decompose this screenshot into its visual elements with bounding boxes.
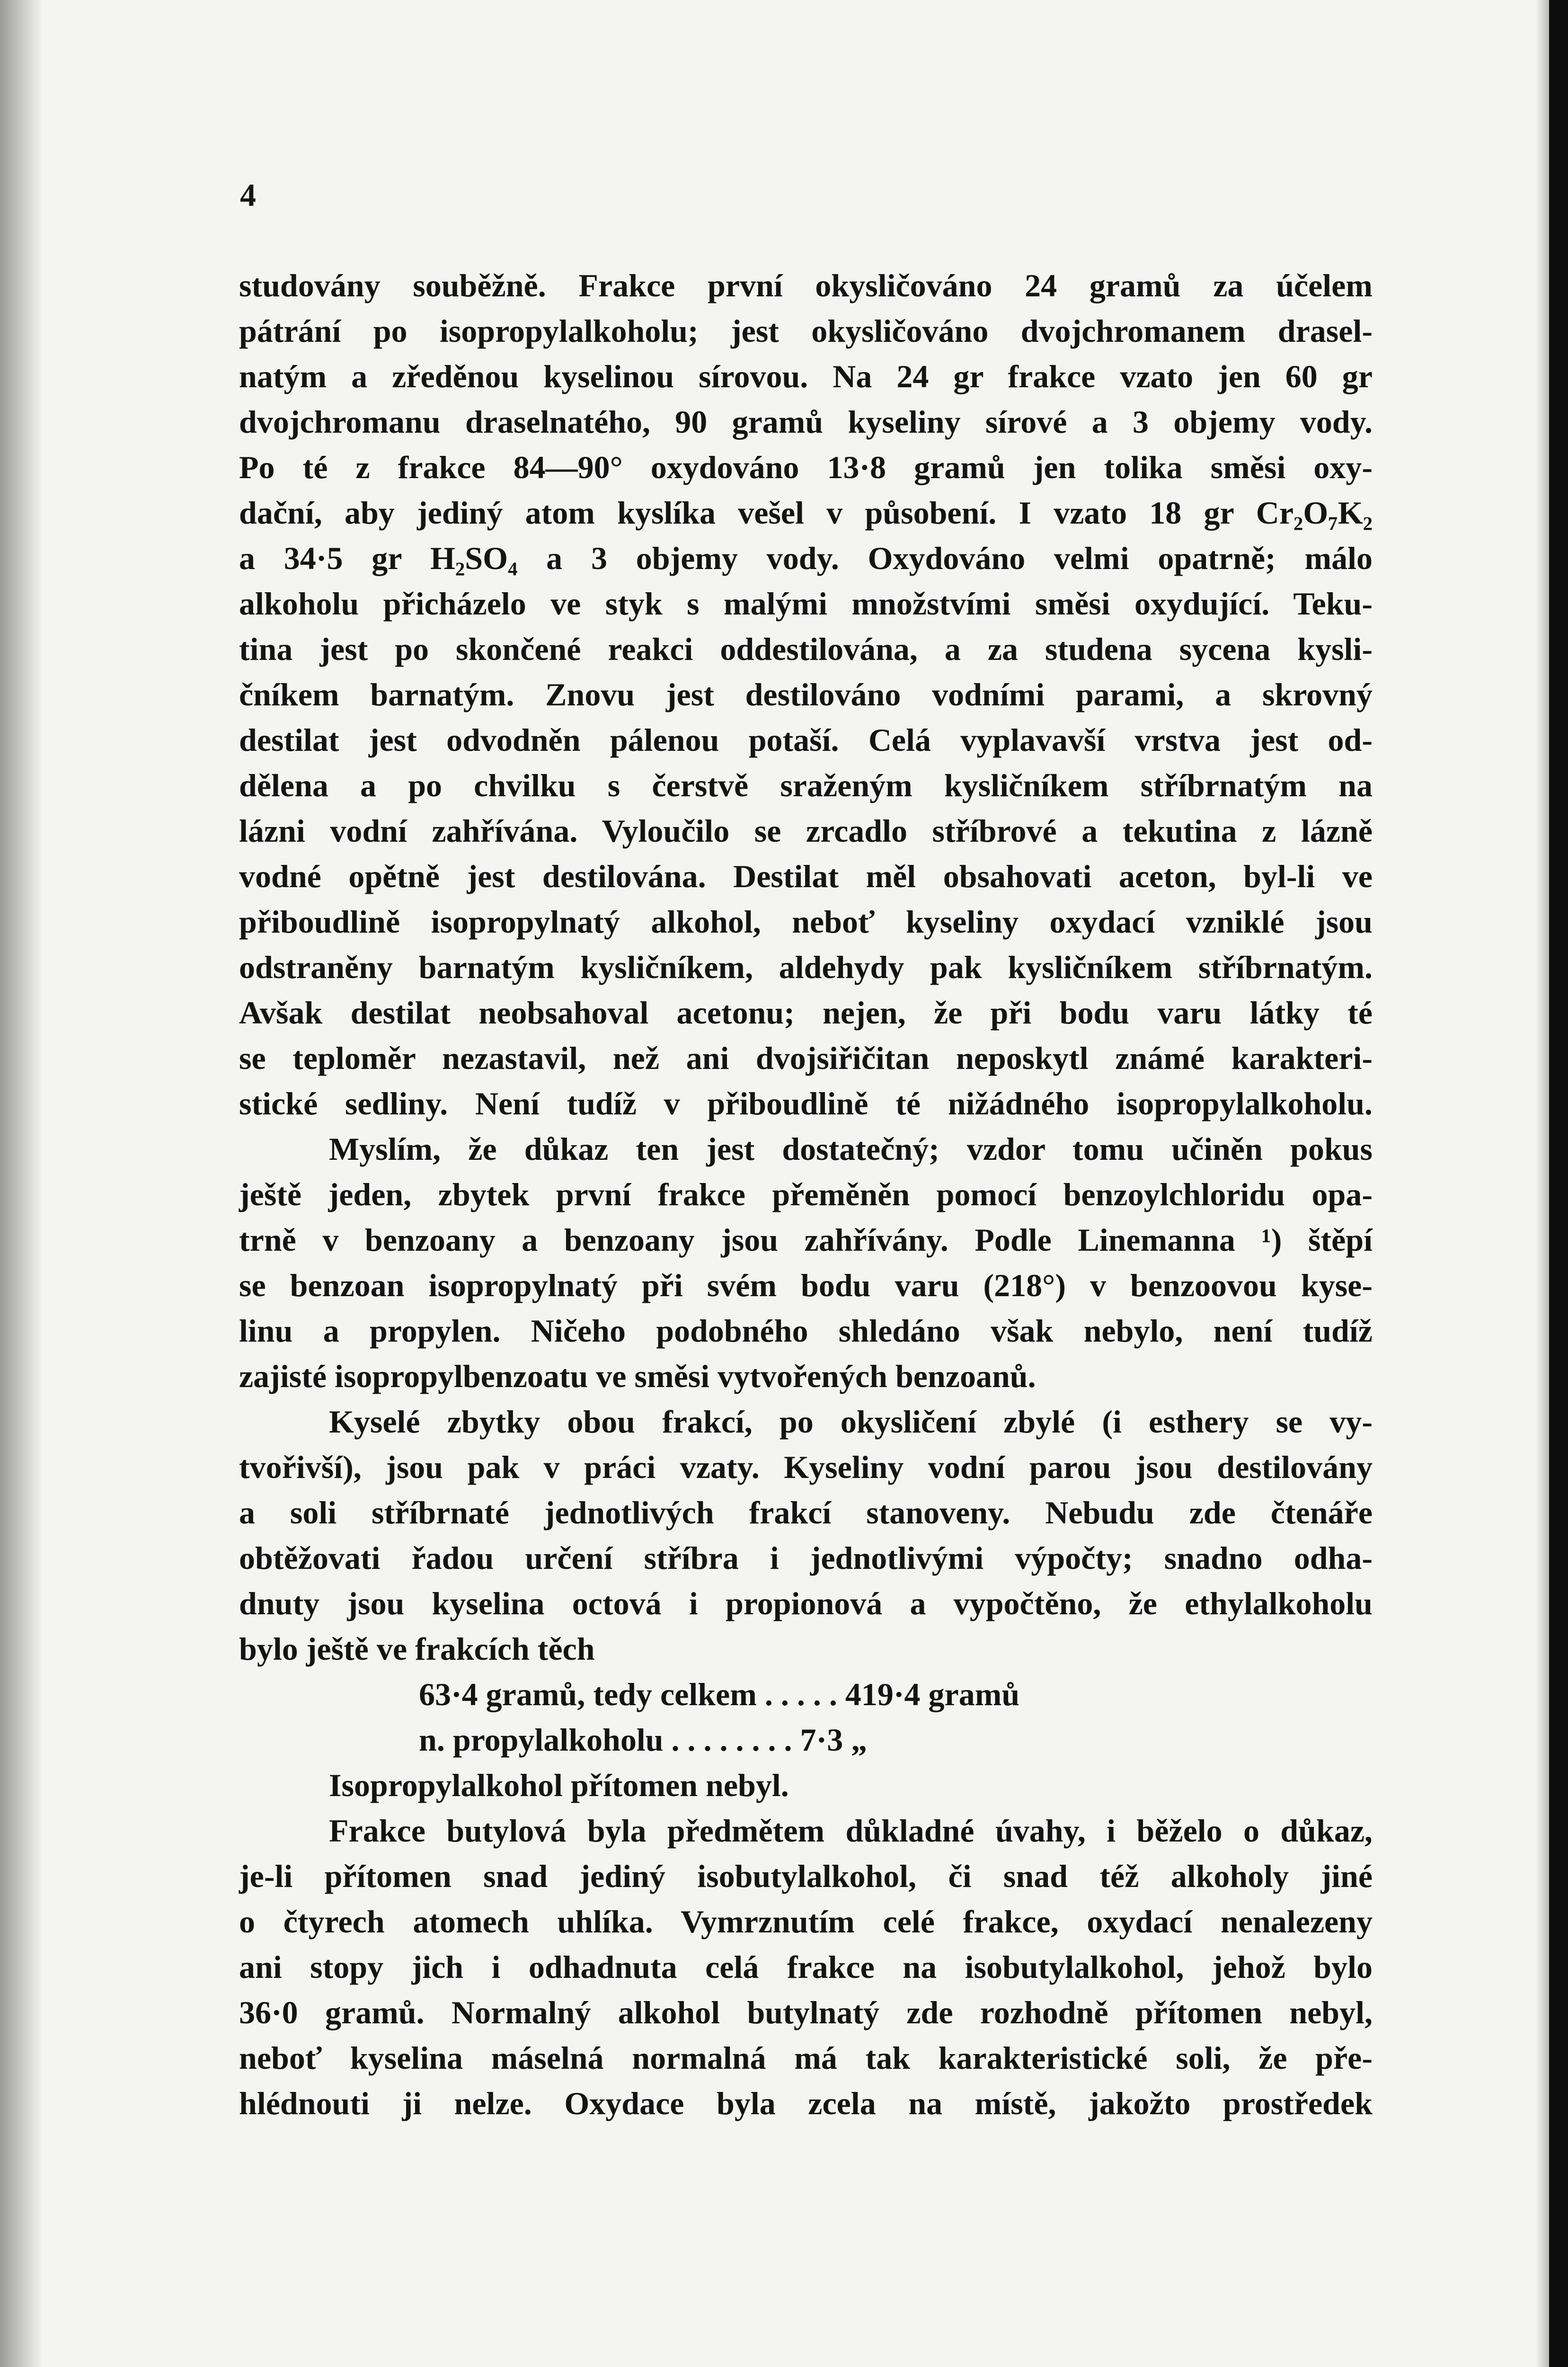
text-line: bylo ještě ve frakcích těch: [239, 1631, 595, 1667]
text-line: destilat jest odvodněn pálenou potaší. Celá vyplavavší vrstva jest od-: [239, 722, 1373, 758]
text-line: ještě jeden, zbytek první frakce přeměněn pomocí benzoylchloridu opa-: [239, 1176, 1373, 1212]
text-line: Myslím, že důkaz ten jest dostatečný; vzdor tomu učiněn pokus: [329, 1131, 1373, 1167]
text-line: vodné opětně jest destilována. Destilat měl obsahovati aceton, byl-li ve: [239, 858, 1373, 894]
text-line: neboť kyselina máselná normalná má tak karakteristické soli, že pře-: [239, 2040, 1373, 2076]
text-line: Po té z frakce 84—90° oxydováno 13·8 gramů jen tolika směsi oxy-: [239, 449, 1373, 485]
text-line: se teploměr nezastavil, než ani dvojsiřičitan neposkytl známé karakteri-: [239, 1040, 1373, 1076]
text-line: je-li přítomen snad jediný isobutylalkohol, či snad též alkoholy jiné: [239, 1858, 1373, 1894]
scan-right-border: [1549, 0, 1568, 2367]
text-line: n. propylalkoholu . . . . . . . . 7·3 „: [419, 1722, 868, 1758]
text-line: dační, aby jediný atom kyslíka vešel v působení. I vzato 18 gr Cr₂O₇K₂: [239, 495, 1373, 531]
text-line: Isopropylalkohol přítomen nebyl.: [329, 1767, 789, 1803]
text-line: alkoholu přicházelo ve styk s malými množstvími směsi oxydující. Teku-: [239, 586, 1373, 622]
text-line: o čtyrech atomech uhlíka. Vymrznutím celé frakce, oxydací nenalezeny: [239, 1904, 1373, 1940]
text-line: Avšak destilat neobsahoval acetonu; nejen, že při bodu varu látky té: [239, 995, 1373, 1031]
text-line: se benzoan isopropylnatý při svém bodu varu (218°) v benzoovou kyse-: [239, 1267, 1373, 1303]
text-line: 63·4 gramů, tedy celkem . . . . . 419·4 gramů: [419, 1676, 1020, 1712]
text-line: tina jest po skončené reakci oddestilována, a za studena sycena kysli-: [239, 631, 1373, 667]
text-line: studovány souběžně. Frakce první okysličováno 24 gramů za účelem: [239, 267, 1373, 303]
text-line: trně v benzoany a benzoany jsou zahřívány. Podle Linemanna ¹) štěpí: [239, 1222, 1373, 1258]
text-line: Kyselé zbytky obou frakcí, po okysličení zbylé (i esthery se vy-: [329, 1404, 1373, 1440]
text-line: dvojchromanu draselnatého, 90 gramů kyseliny sírové a 3 objemy vody.: [239, 404, 1373, 440]
text-line: 36·0 gramů. Normalný alkohol butylnatý zde rozhodně přítomen nebyl,: [239, 1994, 1373, 2030]
text-line: čníkem barnatým. Znovu jest destilováno vodními parami, a skrovný: [239, 676, 1373, 712]
text-line: linu a propylen. Ničeho podobného shledáno však nebylo, není tudíž: [239, 1313, 1373, 1349]
page-number: 4: [240, 177, 256, 213]
scan-right-shadow: [1536, 0, 1549, 2367]
text-line: hlédnouti ji nelze. Oxydace byla zcela na místě, jakožto prostředek: [239, 2085, 1373, 2121]
text-line: dělena a po chvilku s čerstvě sraženým kysličníkem stříbrnatým na: [239, 767, 1373, 803]
text-line: pátrání po isopropylalkoholu; jest okysličováno dvojchromanem drasel-: [239, 313, 1373, 349]
text-line: a soli stříbrnaté jednotlivých frakcí stanoveny. Nebudu zde čtenáře: [239, 1495, 1373, 1531]
text-line: natým a zředěnou kyselinou sírovou. Na 24 gr frakce vzato jen 60 gr: [239, 358, 1373, 394]
text-line: tvořivší), jsou pak v práci vzaty. Kyseliny vodní parou jsou destilovány: [239, 1449, 1373, 1485]
text-line: stické sedliny. Není tudíž v přiboudlině té nižádného isopropylalkoholu.: [239, 1086, 1373, 1121]
text-line: obtěžovati řadou určení stříbra i jednotlivými výpočty; snadno odha-: [239, 1540, 1373, 1576]
text-line: lázni vodní zahřívána. Vyloučilo se zrcadlo stříbrové a tekutina z lázně: [239, 813, 1373, 849]
body-text: [239, 263, 1373, 2126]
text-line: přiboudlině isopropylnatý alkohol, neboť kyseliny oxydací vzniklé jsou: [239, 904, 1373, 940]
text-line: Frakce butylová byla předmětem důkladné úvahy, i běželo o důkaz,: [329, 1813, 1373, 1849]
text-line: a 34·5 gr H₂SO₄ a 3 objemy vody. Oxydováno velmi opatrně; málo: [239, 540, 1373, 576]
text-line: zajisté isopropylbenzoatu ve směsi vytvořených benzoanů.: [239, 1358, 1036, 1394]
text-line: odstraněny barnatým kysličníkem, aldehydy pak kysličníkem stříbrnatým.: [239, 949, 1373, 985]
text-line: dnuty jsou kyselina octová i propionová a vypočtěno, že ethylalkoholu: [239, 1585, 1373, 1621]
scan-left-shadow: [0, 0, 43, 2367]
text-line: ani stopy jich i odhadnuta celá frakce na isobutylalkohol, jehož bylo: [239, 1949, 1373, 1985]
